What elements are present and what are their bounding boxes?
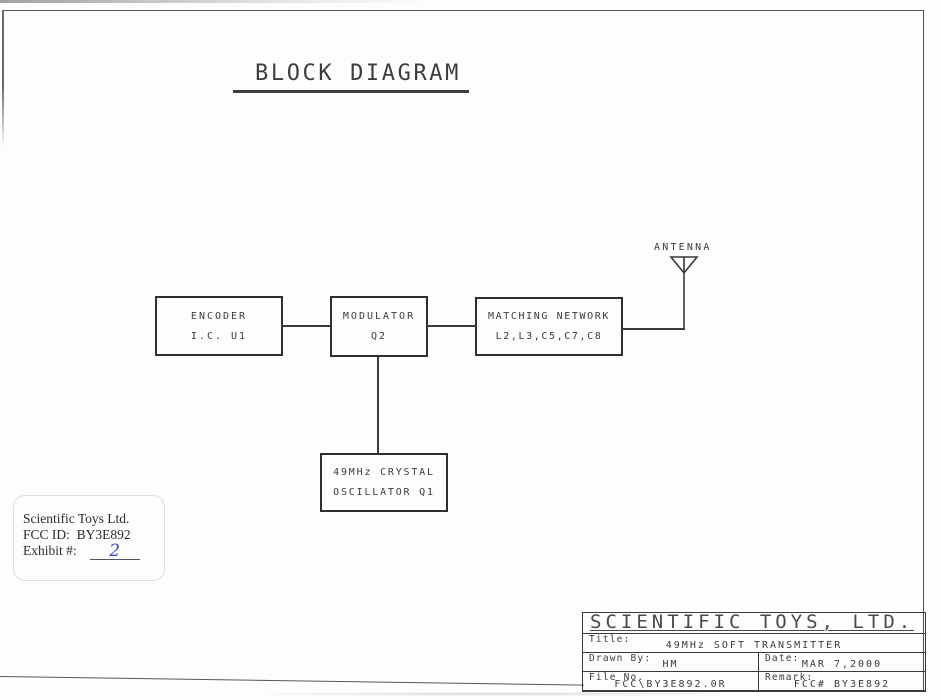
connector-modulator-oscillator xyxy=(377,356,379,454)
stamp-exhibit-row xyxy=(23,541,164,561)
drawn-by-cell xyxy=(583,653,758,671)
page-border-right xyxy=(923,10,924,691)
page-border-bottom xyxy=(0,676,584,686)
block-modulator xyxy=(330,296,428,357)
title-block-file-remark-row xyxy=(583,672,925,691)
drawn-by-label: Drawn By: xyxy=(589,653,652,664)
stamp-exhibit-label: Exhibit #: xyxy=(23,542,77,558)
block-matching-network xyxy=(475,297,623,356)
stamp-company-line: Scientific Toys Ltd. xyxy=(23,511,130,526)
remark-label: Remark: xyxy=(765,672,814,683)
drawn-by-value: HM xyxy=(662,659,679,670)
date-label: Date: xyxy=(765,653,800,664)
block-encoder-line1: ENCODER xyxy=(190,310,248,322)
block-encoder xyxy=(155,296,283,356)
block-encoder-line2: I.C. U1 xyxy=(190,330,248,342)
title-label: Title: xyxy=(589,634,631,645)
page-title-underline xyxy=(233,90,469,93)
page-title: BLOCK DIAGRAM xyxy=(255,61,461,86)
title-block-title-row xyxy=(583,634,925,653)
block-modulator-line1: MODULATOR xyxy=(342,311,416,322)
connector-modulator-matching xyxy=(427,325,476,327)
scan-artifact-bottom-smudge xyxy=(240,692,740,696)
file-no-value: FCC\BY3E892.0R xyxy=(614,679,727,690)
title-block-drawn-date-row xyxy=(583,653,925,672)
stamp-exhibit-handwritten-value: 2 xyxy=(90,544,140,560)
block-modulator-line2: Q2 xyxy=(370,331,388,342)
title-block-company: SCIENTIFIC TOYS, LTD. xyxy=(583,613,925,634)
antenna-label: ANTENNA xyxy=(654,242,712,253)
scan-artifact-top-edge xyxy=(0,0,430,3)
date-cell xyxy=(758,653,925,671)
remark-value: FCC# BY3E892 xyxy=(793,679,891,690)
remark-cell xyxy=(758,672,925,691)
date-value: MAR 7,2000 xyxy=(801,659,883,670)
page-border-left xyxy=(2,10,4,148)
title-block xyxy=(582,612,926,692)
block-crystal-oscillator-line2: OSCILLATOR Q1 xyxy=(333,487,435,498)
connector-encoder-modulator xyxy=(282,325,331,327)
stamp-fcc-id-line: FCC ID: BY3E892 xyxy=(23,526,131,542)
block-crystal-oscillator xyxy=(320,453,448,512)
block-matching-network-line1: MATCHING NETWORK xyxy=(488,311,610,322)
title-value: 49MHz SOFT TRANSMITTER xyxy=(665,640,843,651)
antenna-icon xyxy=(668,254,700,334)
file-no-label: File No. xyxy=(589,672,645,683)
block-crystal-oscillator-line1: 49MHz CRYSTAL xyxy=(333,467,435,478)
page-border-top xyxy=(2,10,924,11)
fcc-exhibit-stamp xyxy=(13,495,165,581)
block-matching-network-line2: L2,L3,C5,C7,C8 xyxy=(495,331,603,342)
file-no-cell xyxy=(583,672,758,691)
